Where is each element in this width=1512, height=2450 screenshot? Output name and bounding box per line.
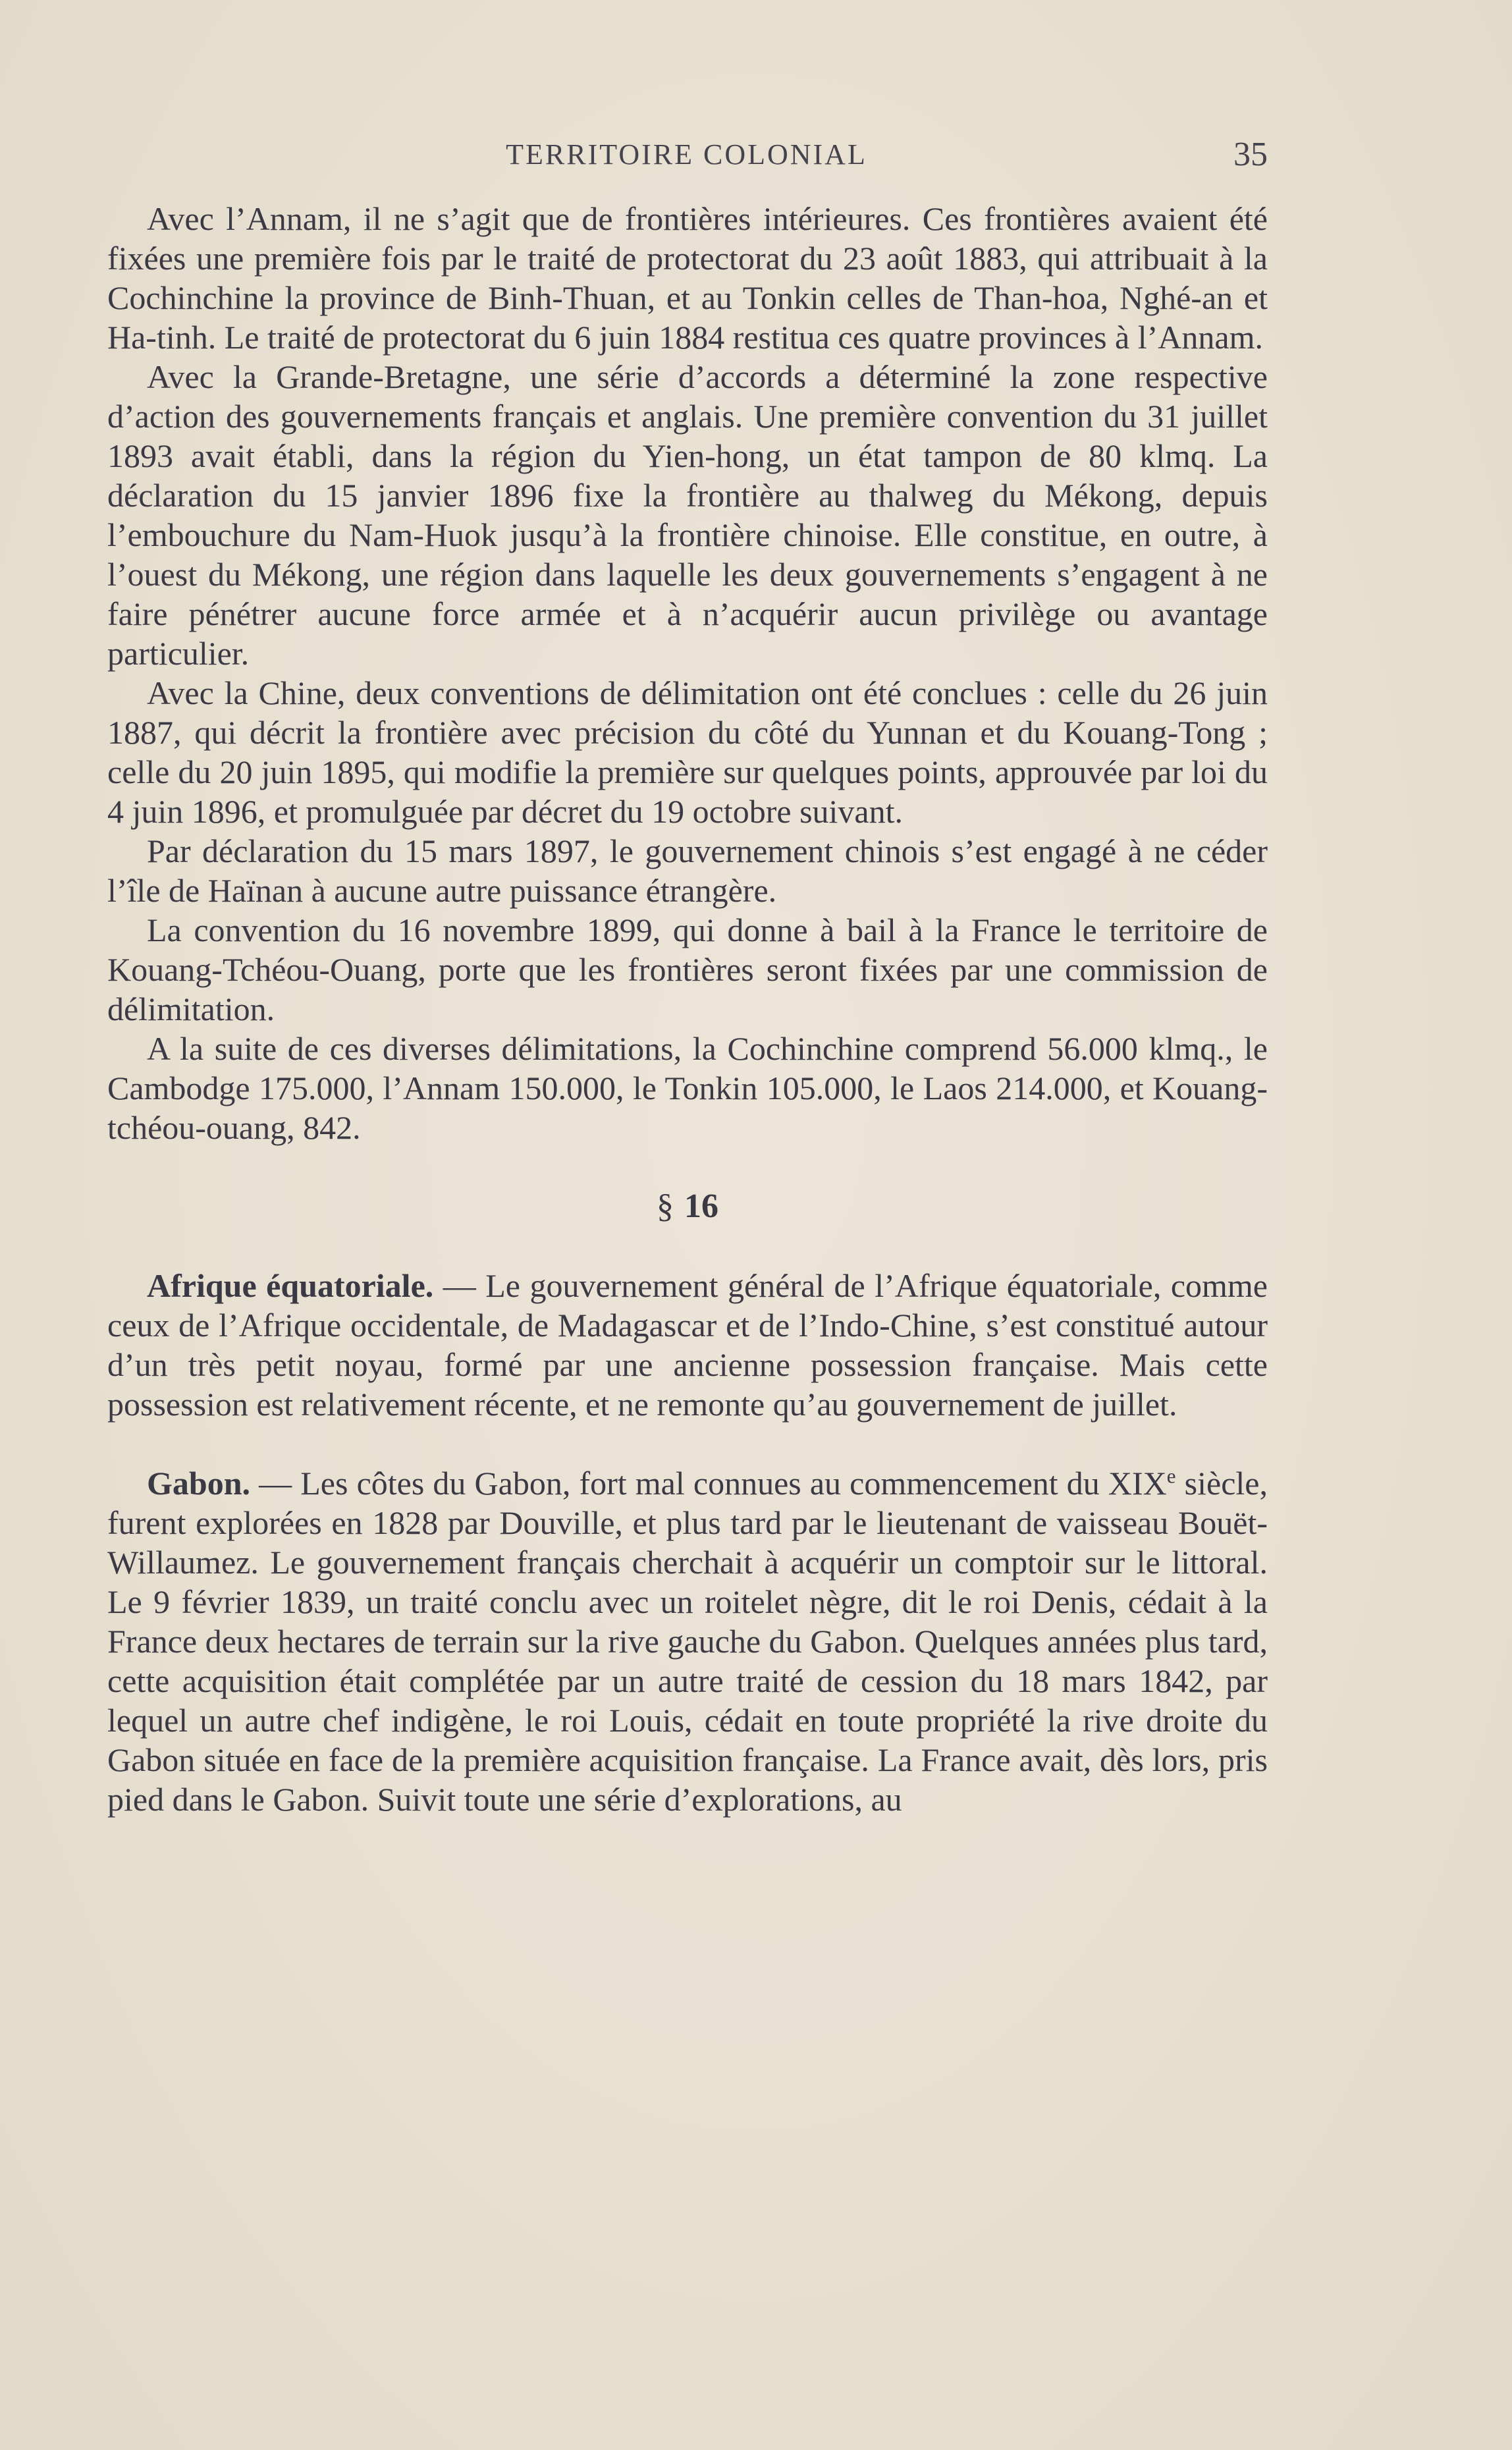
body-text <box>107 199 1268 1819</box>
lead-in-afrique-equatoriale: Afrique équatoriale. <box>147 1267 434 1304</box>
page-header <box>105 135 1268 175</box>
lead-in-gabon: Gabon. <box>147 1465 251 1502</box>
paragraph-grande-bretagne: Avec la Grande-Bretagne, une série d’accords a déterminé la zone respective d’action des gouvernements français et anglais. Une première convention du 31 juillet 1893 avait établi, dans la région du Yien-hong, un état tampon de 80 klmq. La déclaration du 15 janvier 1896 fixe la frontière au thalweg du Mékong, depuis l’embouchure du Nam-Huok jusqu’à la frontière chinoise. Elle constitue, en outre, à l’ouest du Mékong, une région dans laquelle les deux gouvernements s’engagent à ne faire pénétrer aucune force armée et à n’acquérir aucun privilège ou avantage particulier. <box>107 358 1268 672</box>
running-title: TERRITOIRE COLONIAL <box>506 138 867 171</box>
paragraph-superficies: A la suite de ces diverses délimitations, la Cochinchine comprend 56.000 klmq., le Cambodge 175.000, l’Annam 150.000, le Tonkin 105.000, le Laos 214.000, et Kouang-tchéou-ouang, 842. <box>107 1030 1268 1146</box>
page-number: 35 <box>1233 136 1268 173</box>
paragraph-gabon-text-b: siècle, furent explorées en 1828 par Douville, et plus tard par le lieutenant de vaisseau Bouët-Willaumez. Le gouvernement français cherchait à acquérir un comptoir sur le littoral. Le 9 février 1839, un traité conclu avec un roitelet nègre, dit le roi Denis, cédait à la France deux hectares de terrain sur la rive gauche du Gabon. Quelques années plus tard, cette acquisition était complétée par un autre traité de cession du 18 mars 1842, par lequel un autre chef indigène, le roi Louis, cédait en toute propriété la rive droite du Gabon située en face de la première acquisition française. La France avait, dès lors, pris pied dans le Gabon. Suivit toute une série d’explorations, au <box>107 1465 1268 1818</box>
paragraph-chine: Avec la Chine, deux conventions de délimitation ont été conclues : celle du 26 juin 1887, qui décrit la frontière avec précision du côté du Yunnan et du Kouang-Tong ; celle du 20 juin 1895, qui modifie la première sur quelques points, approuvée par loi du 4 juin 1896, et promulguée par décret du 19 octobre suivant. <box>107 674 1268 830</box>
paragraph-declaration-haiman: Par déclaration du 15 mars 1897, le gouvernement chinois s’est engagé à ne céder l’île de Haïnan à aucune autre puissance étrangère. <box>107 832 1268 909</box>
paragraph-spacer <box>107 1424 1268 1463</box>
section-number: 16 <box>684 1187 718 1225</box>
paragraph-gabon <box>107 1463 1268 1819</box>
paragraph-afrique-equatoriale <box>107 1266 1268 1424</box>
paragraph-annam: Avec l’Annam, il ne s’agit que de frontières intérieures. Ces frontières avaient été fixées une première fois par le traité de protectorat du 23 août 1883, qui attribuait à la Cochinchine la province de Binh-Thuan, et au Tonkin celles de Than-hoa, Nghé-an et Ha-tinh. Le traité de protectorat du 6 juin 1884 restitua ces quatre provinces à l’Annam. <box>107 200 1268 356</box>
section-sign: § <box>657 1187 674 1225</box>
section-heading <box>107 1187 1268 1226</box>
paragraph-convention-1899: La convention du 16 novembre 1899, qui donne à bail à la France le territoire de Kouang-Tchéou-Ouang, porte que les frontières seront fixées par une commission de délimitation. <box>107 912 1268 1027</box>
superscript-e: e <box>1166 1464 1176 1488</box>
paragraph-afrique-text: — Le gouvernement général de l’Afrique équatoriale, comme ceux de l’Afrique occidentale, de Madagascar et de l’Indo-Chine, s’est constitué autour d’un très petit noyau, formé par une ancienne possession française. Mais cette possession est relativement récente, et ne remonte qu’au gouvernement de juillet. <box>107 1267 1268 1423</box>
paragraph-gabon-text-a: — Les côtes du Gabon, fort mal connues au commencement du XIX <box>250 1465 1167 1502</box>
